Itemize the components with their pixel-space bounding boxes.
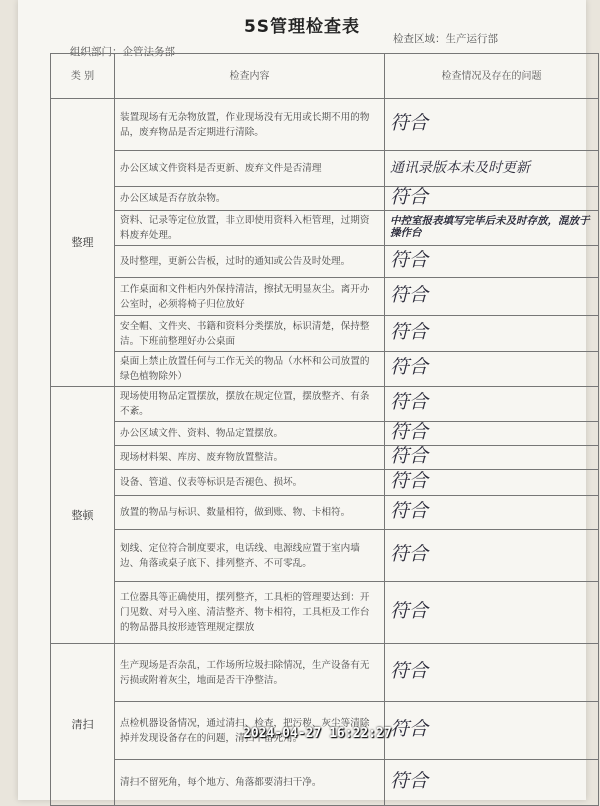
organization-dept: 组织部门：企管法务部 [70,46,175,58]
table-row [51,211,599,246]
check-result [385,278,599,316]
result-text: 符合 [390,717,429,740]
table-row [51,760,599,806]
check-result [385,470,599,496]
check-result [385,422,599,446]
check-result [385,352,599,387]
check-content: 装置现场有无杂物放置，作业现场没有无用或长期不用的物品，废弃物品是否定期进行清除。 [115,99,385,151]
check-result [385,151,599,187]
result-text: 符合 [390,356,429,378]
table-row [51,530,599,582]
check-content: 安全帽、文件夹、书籍和资料分类摆放，标识清楚，保持整洁。下班前整理好办公桌面 [115,316,385,352]
check-content: 工位器具等正确使用，摆列整齐，工具柜的管理要达到：开门见数、对号入座、清洁整齐、物卡相符，工具柜及工作台的物品器具按形迹管理规定摆放 [115,582,385,644]
table-row [51,246,599,278]
check-content: 现场使用物品定置摆放，摆放在规定位置，摆放整齐、有条不紊。 [115,387,385,422]
check-content: 设备、管道、仪表等标识是否褪色、损坏。 [115,470,385,496]
category-cell: 整理 [51,99,115,387]
check-result [385,496,599,530]
check-content: 点检机器设备情况，通过清扫、检查，把污秽、灰尘等清除掉并发现设备存在的问题，清扫不留死角。 [115,702,385,760]
check-result [385,702,599,760]
result-text: 符合 [390,111,429,134]
check-result [385,187,599,211]
check-result [385,99,599,151]
table-row [51,496,599,530]
result-text: 中控室报表填写完毕后未及时存放，混放于操作台 [390,215,590,239]
inspection-sheet [18,0,590,800]
category-cell: 整顿 [51,387,115,644]
check-result [385,644,599,702]
table-row [51,151,599,187]
result-text: 符合 [390,391,429,413]
result-text: 符合 [390,320,429,343]
table-header-row [51,54,599,99]
check-content: 桌面上禁止放置任何与工作无关的物品（水杯和公司放置的绿色植物除外） [115,352,385,387]
table-row [51,352,599,387]
check-result [385,211,599,246]
result-text: 符合 [390,283,429,306]
table-row [51,316,599,352]
check-result [385,760,599,806]
checklist-table [50,53,599,806]
check-content: 资料、记录等定位放置，非立即使用资料入柜管理，过期资料废弃处理。 [115,211,385,246]
result-text: 符合 [390,186,429,208]
result-text: 符合 [390,542,429,565]
table-row [51,446,599,470]
check-result [385,316,599,352]
result-text: 符合 [390,248,429,271]
check-result [385,530,599,582]
check-content: 清扫不留死角，每个地方、角落都要清扫干净。 [115,760,385,806]
result-text: 符合 [390,469,429,492]
check-content: 放置的物品与标识、数量相符，做到账、物、卡相符。 [115,496,385,530]
table-row [51,99,599,151]
sheet-title: 5S管理检查表 [243,17,361,37]
check-content: 生产现场是否杂乱，工作场所垃圾扫除情况，生产设备有无污损或附着灰尘，地面是否干净整洁。 [115,644,385,702]
check-result [385,446,599,470]
table-row [51,387,599,422]
check-content: 工作桌面和文件柜内外保持清洁，擦拭无明显灰尘。离开办公室时，必须将椅子归位放好 [115,278,385,316]
check-content: 现场材料架、库房、废弃物放置整洁。 [115,446,385,470]
category-cell: 清扫 [51,644,115,806]
inspection-area: 检查区域：生产运行部 [393,33,498,45]
result-text: 符合 [390,599,429,622]
table-row [51,582,599,644]
header-category: 类 别 [51,54,115,99]
result-text: 符合 [390,769,429,792]
check-content: 划线、定位符合制度要求，电话线、电源线应置于室内墙边、角落或桌子底下、排列整齐、不可零乱。 [115,530,385,582]
photo-timestamp: 2024-04-27 16:22:27 [243,726,392,741]
check-content: 及时整理，更新公告板，过时的通知或公告及时处理。 [115,246,385,278]
table-row [51,422,599,446]
check-content: 办公区域文件资料是否更新、废弃文件是否清理 [115,151,385,187]
header-result: 检查情况及存在的问题 [385,54,599,99]
header-content: 检查内容 [115,54,385,99]
check-content: 办公区域是否存放杂物。 [115,187,385,211]
result-text: 符合 [390,421,429,443]
check-result [385,246,599,278]
check-result [385,387,599,422]
check-content: 办公区域文件、资料、物品定置摆放。 [115,422,385,446]
table-row [51,278,599,316]
result-text: 通讯录版本未及时更新 [390,159,530,176]
result-text: 符合 [390,499,429,522]
table-row [51,470,599,496]
result-text: 符合 [390,659,429,682]
check-result [385,582,599,644]
table-row [51,644,599,702]
result-text: 符合 [390,445,429,467]
table-row [51,187,599,211]
